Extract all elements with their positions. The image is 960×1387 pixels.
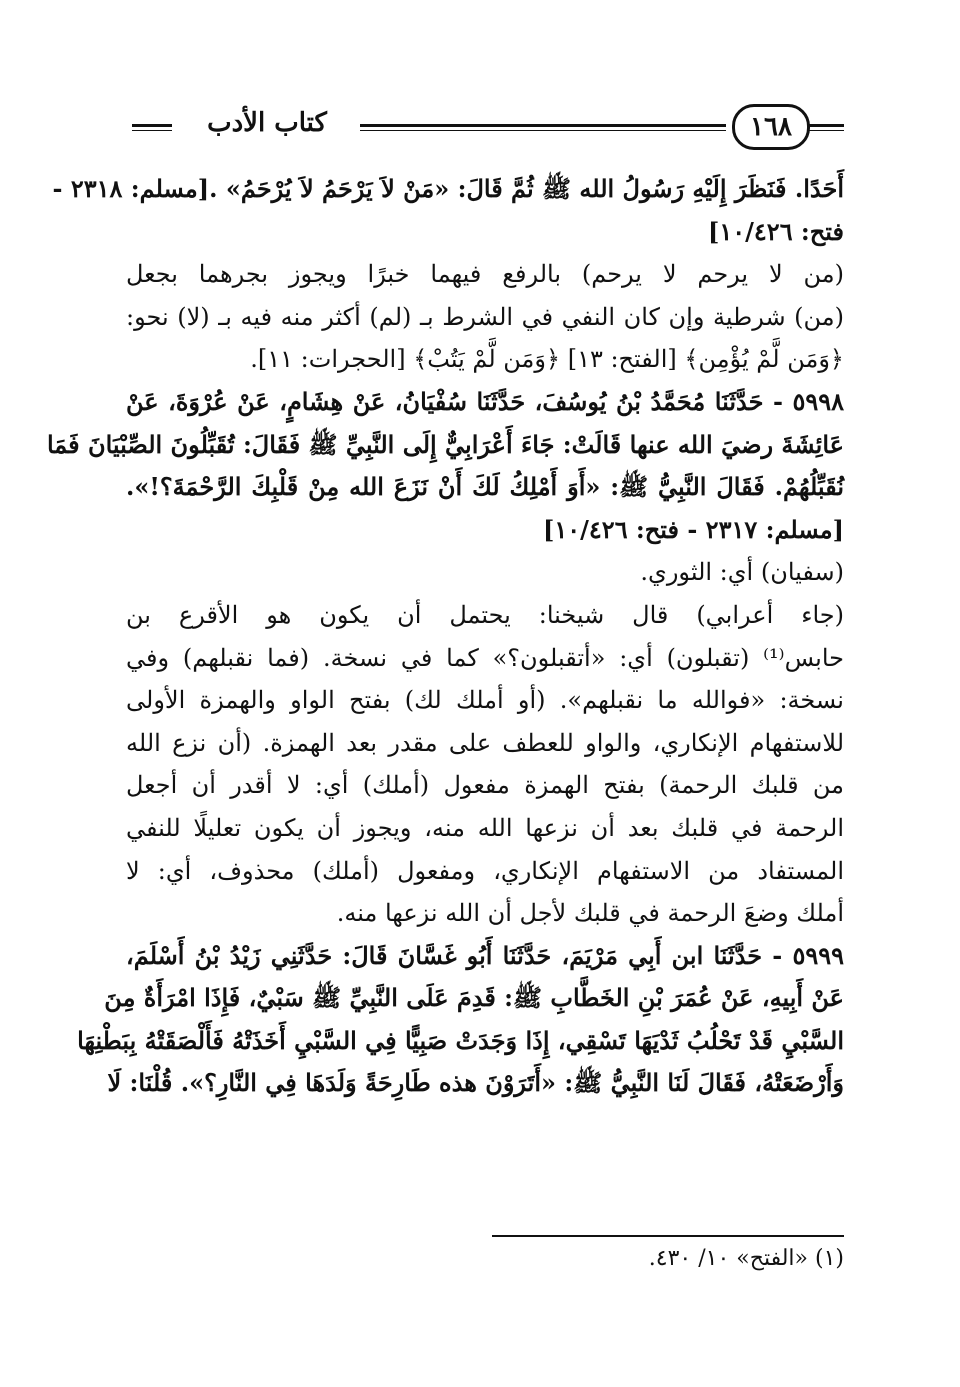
text-line: نسخة: «فوالله ما نقبلهم». (أو أملك لك) بفتح الواو والهمزة الأولى — [126, 686, 844, 715]
text-line: (جاء أعرابي) قال شيخنا: يحتمل أن يكون هو الأقرع بن — [126, 600, 844, 629]
footnote: (١) «الفتح» ١٠/ ٤٣٠. — [648, 1246, 844, 1271]
hadith-line: [مسلم: ٢٣١٧ - فتح: ١٠/٤٢٦] — [543, 514, 844, 544]
hadith-line: عَائِشَةَ رضيَ الله عنها قَالَتْ: جَاءَ أَعْرَابِيٌّ إِلَى النَّبِيِّ ﷺ فَقَالَ: تُقَبِّلُونَ الصِّبْيَانَ فَمَا — [46, 429, 844, 459]
page-header — [132, 100, 844, 156]
text-line: (سفيان) أي: الثوري. — [640, 558, 844, 587]
text-line: من قلبك الرحمة) بفتح الهمزة مفعول (أملك) أي: لا أقدر أن أجعل — [126, 771, 844, 800]
hadith-line: نُقَبِّلُهُمْ. فَقَالَ النَّبِيُّ ﷺ: «أَوَ أَمْلِكُ لَكَ أَنْ نَزَعَ الله مِنْ قَلْبِكَ الرَّحْمَةَ؟!». — [126, 472, 844, 502]
header-rule-left — [132, 124, 172, 131]
hadith-line: ٥٩٩٨ - حَدَّثَنَا مُحَمَّدُ بْنُ يُوسُفَ، حَدَّثَنَا سُفْيَانُ، عَنْ هِشَامٍ، عَنْ عُرْوَةَ، عَنْ — [126, 386, 844, 416]
text-line: (من) شرطية وإن كان النفي في الشرط بـ (لم) أكثر منه فيه بـ (لا) نحو: — [126, 302, 844, 331]
page-number: ١٦٨ — [732, 104, 810, 150]
footnote-separator — [492, 1235, 844, 1237]
text-line: أملك وضعَ الرحمة في قلبك لأجل أن الله نزعها منه. — [336, 899, 844, 928]
hadith-line: ٥٩٩٩ - حَدَّثَنَا ابن أَبِي مَرْيَمَ، حَدَّثَنَا أَبُو غَسَّانَ قَالَ: حَدَّثَنِي زَيْدُ بْنُ أَسْلَمَ، — [126, 940, 844, 970]
text-line: للاستفهام الإنكاري، والواو للعطف على مقدر بعد الهمزة. (أن نزع الله — [126, 728, 844, 757]
page-body — [46, 168, 844, 1105]
hadith-line: وَأَرْضَعَتْهُ، فَقَالَ لَنَا النَّبِيُّ ﷺ: «أَتَرَوْنَ هذه طَارِحَةً وَلَدَهَا فِي النَّارِ؟». قُلْنَا: لَا — [107, 1068, 844, 1098]
header-rule-middle — [360, 124, 726, 131]
text-line: المستفاد من الاستفهام الإنكاري، ومفعول (أملك) محذوف، أي: لا — [126, 856, 844, 885]
hadith-line: السَّبْيِ قَدْ تَحْلُبُ ثَدْيَهَا تَسْقِي، إِذَا وَجَدَتْ صَبِيًّا فِي السَّبْيِ أَخَذَتْهُ فَأَلْصَقَتْهُ بِبَطْنِهَا — [77, 1025, 844, 1055]
text-line: أَحَدًا. فَنَظَرَ إِلَيْهِ رَسُولُ الله ﷺ ثُمَّ قَالَ: «مَنْ لاَ يَرْحَمُ لاَ يُرْحَمُ» .[مسلم: ٢٣١٨ - — [52, 174, 844, 203]
text-line: فتح: ١٠/٤٢٦] — [708, 216, 844, 246]
text-line: الرحمة في قلبك بعد أن نزعها الله منه، ويجوز أن يكون تعليلًا للنفي — [126, 813, 844, 842]
hadith-line: عَنْ أَبِيهِ، عَنْ عُمَرَ بْنِ الخَطَّابِ ﷺ: قَدِمَ عَلَى النَّبِيِّ ﷺ سَبْيٌ، فَإِذَا امْرَأَةٌ مِنَ — [104, 983, 844, 1013]
book-title: كتاب الأدب — [207, 108, 327, 138]
header-rule-right — [808, 124, 844, 131]
text-line: حابس⁽¹⁾ (تقبلون) أي: «أتقبلون؟» كما في نسخة. (فما نقبلهم) وفي — [126, 643, 844, 672]
text-line: (من لا يرحم لا يرحم) بالرفع فيهما خبرًا ويجوز بجرهما بجعل — [126, 260, 844, 289]
text-line: ﴿وَمَن لَّمْ يُؤْمِن﴾ [الفتح: ١٣] ﴿وَمَن لَّمْ يَتُبْ﴾ [الحجرات: ١١]. — [250, 345, 844, 374]
